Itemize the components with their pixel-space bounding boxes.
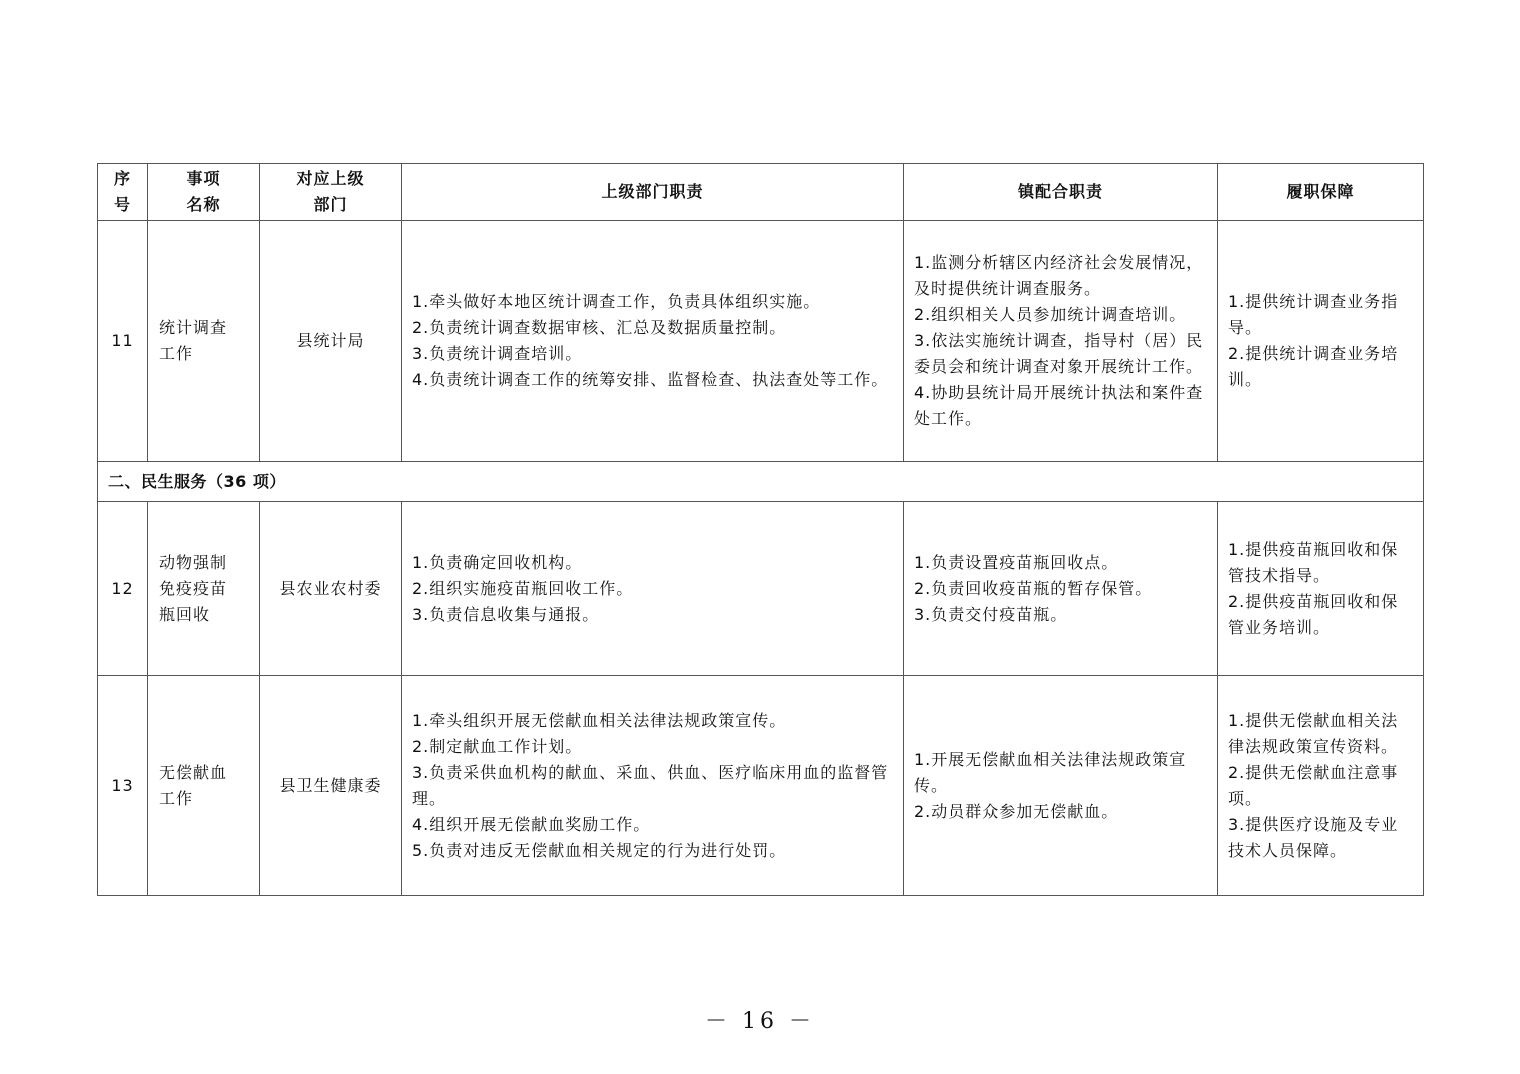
- duty-line: 1.提供疫苗瓶回收和保管技术指导。: [1228, 539, 1399, 585]
- item-name: [148, 676, 260, 896]
- header-item-name: [148, 164, 260, 221]
- duty-line: 2.提供无偿献血注意事项。: [1228, 762, 1399, 808]
- duty-line: 4.协助县统计局开展统计执法和案件查处工作。: [914, 383, 1204, 428]
- header-guarantee: 履职保障: [1218, 164, 1424, 221]
- duty-line: 3.依法实施统计调查，指导村（居）民委员会和统计调查对象开展统计工作。: [914, 331, 1204, 376]
- header-seq-line: 序: [113, 169, 131, 188]
- row-number: 13: [98, 676, 148, 896]
- duty-line: 5.负责对违反无偿献血相关规定的行为进行处罚。: [412, 840, 787, 860]
- item-name-line: 免疫疫苗: [159, 578, 228, 598]
- table-header-row: [98, 164, 1424, 221]
- upper-duties: [402, 502, 904, 676]
- table-row: [98, 502, 1424, 676]
- item-name-line: 工作: [159, 788, 194, 808]
- item-name-line: 无偿献血: [159, 762, 228, 782]
- duty-line: 3.负责信息收集与通报。: [412, 604, 600, 624]
- duty-line: 3.负责统计调查培训。: [412, 344, 583, 363]
- duty-line: 2.提供疫苗瓶回收和保管业务培训。: [1228, 591, 1399, 637]
- town-duties: [904, 676, 1218, 896]
- guarantee: [1218, 502, 1424, 676]
- duty-line: 1.负责设置疫苗瓶回收点。: [914, 552, 1119, 572]
- header-dept-line: 对应上级: [296, 169, 365, 188]
- row-number: 11: [98, 221, 148, 462]
- duty-line: 1.牵头做好本地区统计调查工作，负责具体组织实施。: [412, 292, 821, 311]
- duty-line: 1.监测分析辖区内经济社会发展情况，及时提供统计调查服务。: [914, 253, 1204, 298]
- item-name: [148, 502, 260, 676]
- duty-line: 2.组织实施疫苗瓶回收工作。: [412, 578, 634, 598]
- upper-duties: [402, 676, 904, 896]
- item-name-line: 瓶回收: [159, 604, 211, 624]
- duty-line: 2.制定献血工作计划。: [412, 736, 583, 756]
- upper-dept: 县统计局: [260, 221, 402, 462]
- duty-table: [97, 163, 1424, 896]
- duty-line: 2.组织相关人员参加统计调查培训。: [914, 305, 1187, 324]
- duty-line: 3.负责采供血机构的献血、采血、供血、医疗临床用血的监督管理。: [412, 762, 889, 808]
- row-number: 12: [98, 502, 148, 676]
- header-item-line: 事项: [186, 169, 221, 188]
- item-name-line: 统计调查: [159, 318, 228, 337]
- section-row: [98, 462, 1424, 502]
- duty-line: 1.开展无偿献血相关法律法规政策宣传。: [914, 749, 1187, 795]
- header-upper-dept: [260, 164, 402, 221]
- header-item-line: 名称: [186, 195, 221, 214]
- page-number: － 16 －: [705, 1009, 815, 1034]
- duty-line: 3.提供医疗设施及专业技术人员保障。: [1228, 814, 1399, 860]
- header-dept-line: 部门: [313, 195, 348, 214]
- duty-line: 2.负责统计调查数据审核、汇总及数据质量控制。: [412, 318, 787, 337]
- header-seq: [98, 164, 148, 221]
- header-seq-line: 号: [113, 195, 131, 214]
- header-town-duties: 镇配合职责: [904, 164, 1218, 221]
- duty-line: 4.组织开展无偿献血奖励工作。: [412, 814, 651, 834]
- table-row: [98, 221, 1424, 462]
- table-row: [98, 676, 1424, 896]
- town-duties: [904, 502, 1218, 676]
- upper-duties: [402, 221, 904, 462]
- duty-line: 1.牵头组织开展无偿献血相关法律法规政策宣传。: [412, 710, 787, 730]
- town-duties: [904, 221, 1218, 462]
- duty-line: 1.负责确定回收机构。: [412, 552, 583, 572]
- duty-line: 3.负责交付疫苗瓶。: [914, 604, 1068, 624]
- duty-line: 4.负责统计调查工作的统筹安排、监督检查、执法查处等工作。: [412, 370, 889, 389]
- guarantee: [1218, 676, 1424, 896]
- duty-line: 1.提供统计调查业务指导。: [1228, 292, 1399, 337]
- upper-dept: 县卫生健康委: [260, 676, 402, 896]
- duty-line: 2.提供统计调查业务培训。: [1228, 344, 1399, 389]
- header-upper-duties: 上级部门职责: [402, 164, 904, 221]
- upper-dept: 县农业农村委: [260, 502, 402, 676]
- duty-line: 2.动员群众参加无偿献血。: [914, 801, 1119, 821]
- item-name-line: 动物强制: [159, 552, 228, 572]
- duty-line: 2.负责回收疫苗瓶的暂存保管。: [914, 578, 1153, 598]
- guarantee: [1218, 221, 1424, 462]
- item-name: [148, 221, 260, 462]
- duty-line: 1.提供无偿献血相关法律法规政策宣传资料。: [1228, 710, 1399, 756]
- section-title: 二、民生服务（36 项）: [98, 462, 1424, 502]
- item-name-line: 工作: [159, 344, 194, 363]
